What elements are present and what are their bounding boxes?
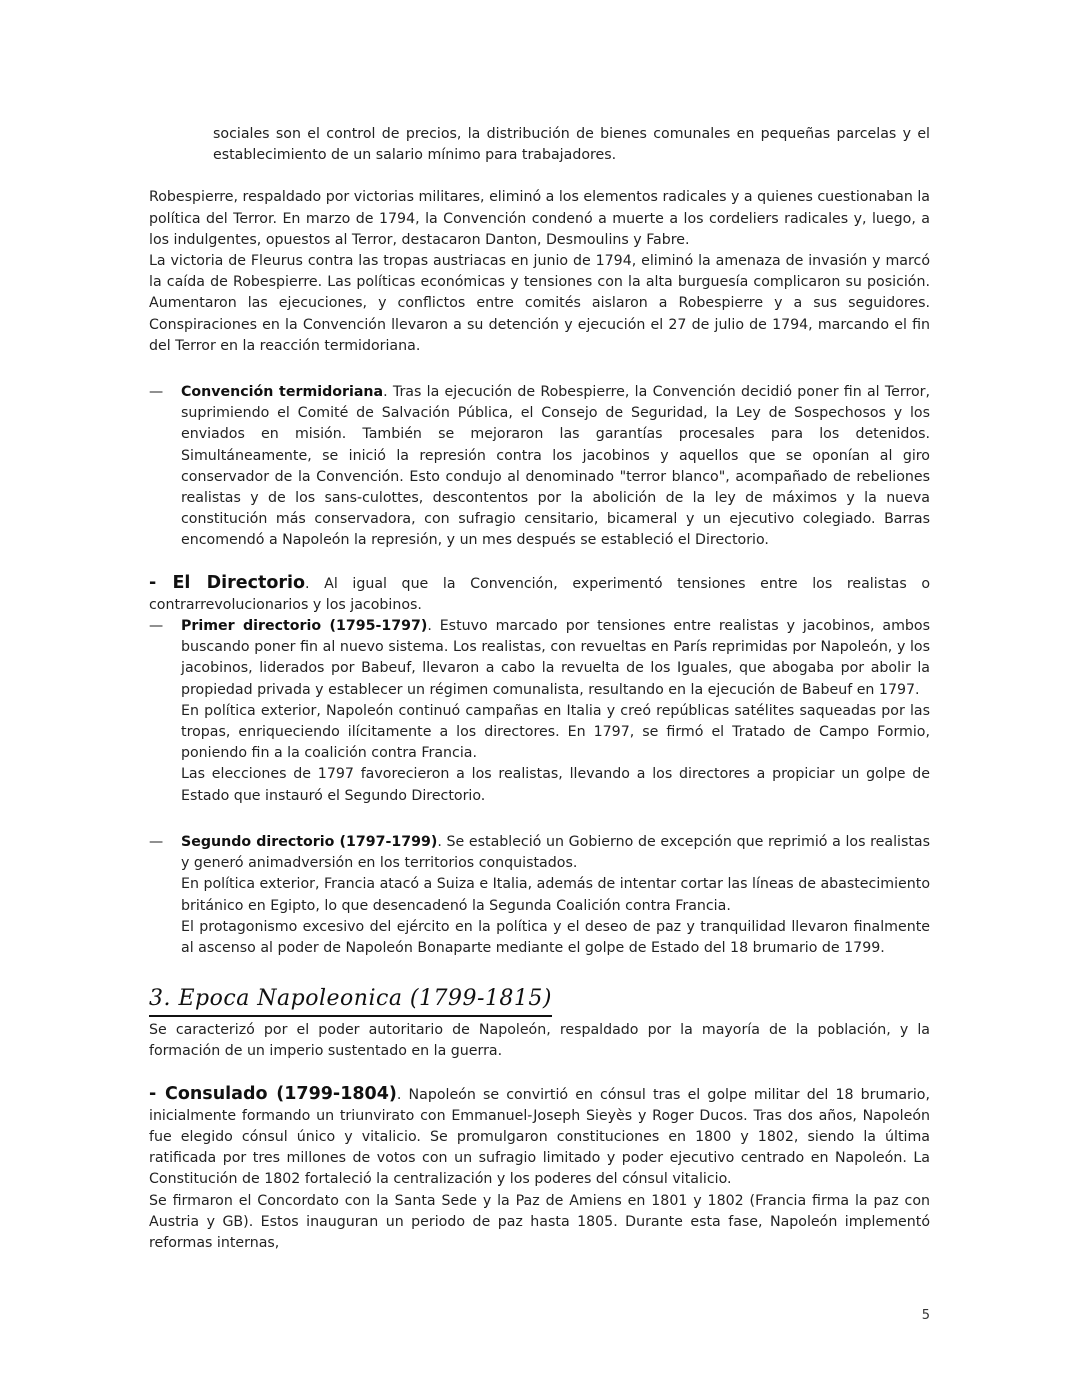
bullet-dash: — — [149, 833, 164, 850]
document-page — [149, 124, 930, 1254]
primer-directorio-title: Primer directorio (1795-1797) — [181, 618, 428, 635]
primer-directorio-bullet — [149, 616, 930, 807]
robespierre-paragraph-1: Robespierre, respaldado por victorias militares, eliminó a los elementos radicales y a quienes cuestionaban la política del Terror. En marzo de 1794, la Convención condenó a muerte a los cordeliers radicales y, luego, a los indulgentes, opuestos al Terror, destacaron Danton, Desmoulins y Fabre. — [149, 189, 931, 248]
bullet-dash: — — [149, 618, 164, 635]
termidoriana-text: . Tras la ejecución de Robespierre, la Convención decidió poner fin al Terror, suprimiendo el Comité de Salvación Pública, el Consejo de Seguridad, la Ley de Sospechosos y los enviados en misión. También se mejoraron las garantías procesales para los detenidos. Simultáneamente, se inició la represión contra los jacobinos y aquellos que se oponían al giro conservador de la Convención. Esto condujo al denominado "terror blanco", acompañado de rebeliones realistas y de los sans-culottes, descontentos por la abolición de la ley de máximos y la nueva constitución más conservadora, con sufragio censitario, bicameral y un ejecutivo colegiado. Barras encomendó a Napoleón la represión, y un mes después se estableció el Directorio. — [181, 384, 930, 549]
page-number: 5 — [921, 1308, 930, 1323]
robespierre-paragraph-2: La victoria de Fleurus contra las tropas austriacas en junio de 1794, eliminó la amenaza de invasión y marcó la caída de Robespierre. Las políticas económicas y tensiones con la alta burguesía complicaron su posición. Aumentaron las ejecuciones, y conflictos entre comités aislaron a Robespierre y a sus seguidores. Conspiraciones en la Convención llevaron a su detención y ejecución el 27 de julio de 1794, marcando el fin del Terror en la reacción termidoriana. — [149, 253, 930, 354]
consulado-text: . Napoleón se convirtió en cónsul tras el golpe militar del 18 brumario, inicialmente formando un triunvirato con Emmanuel-Joseph Sieyès y Roger Ducos. Tras dos años, Napoleón fue elegido cónsul único y vitalicio. Se promulgaron constituciones en 1800 y 1802, siendo la última ratificada por tres millones de votos con un sufragio limitado y poder ejecutivo centrado en Napoleón. La Constitución de 1802 fortaleció la centralización y los poderes del cónsul vitalicio. — [149, 1086, 930, 1188]
termidoriana-bullet — [149, 382, 930, 552]
primer-directorio-p2: En política exterior, Napoleón continuó campañas en Italia y creó repúblicas satélites saqueadas por las tropas, enriqueciendo ilícitamente a los directores. En 1797, se firmó el Tratado de Campo Formio, poniendo fin a la coalición contra Francia. — [181, 702, 930, 762]
segundo-directorio-text: . Se estableció un Gobierno de excepción que reprimió a los realistas y generó animadversión en los territorios conquistados. — [181, 833, 931, 872]
directorio-paragraph — [149, 573, 930, 616]
segundo-directorio-p2: En política exterior, Francia atacó a Suiza e Italia, además de intentar cortar las líneas de abastecimiento británico en Egipto, lo que desencadenó la Segunda Coalición contra Francia. — [181, 876, 930, 914]
section-3-heading: 3. Epoca Napoleonica (1799-1815) — [149, 984, 552, 1017]
segundo-directorio-title: Segundo directorio (1797-1799) — [181, 833, 438, 850]
section-3-intro: Se caracterizó por el poder autoritario de Napoleón, respaldado por la mayoría de la población, y la formación de un imperio sustentado en la guerra. — [149, 1022, 930, 1060]
segundo-directorio-p3: El protagonismo excesivo del ejército en la política y el deseo de paz y tranquilidad llevaron finalmente al ascenso al poder de Napoleón Bonaparte mediante el golpe de Estado del 18 brumario de 1799. — [181, 918, 930, 956]
primer-directorio-p3: Las elecciones de 1797 favorecieron a los realistas, llevando a los directores a propiciar un golpe de Estado que instauró el Segundo Directorio. — [181, 766, 930, 804]
segundo-directorio-bullet — [149, 832, 930, 959]
primer-directorio-text: . Estuvo marcado por tensiones entre realistas y jacobinos, ambos buscando poner fin al nuevo sistema. Los realistas, con revueltas en París reprimidas por Napoleón, y los jacobinos, liderados por Babeuf, llevaron a cabo la revuelta de los Iguales, que abogaba por abolir la propiedad privada y establecer un régimen comunalista, resultando en la ejecución de Babeuf en 1797. — [181, 618, 930, 698]
bullet-dash: — — [149, 384, 164, 401]
consulado-paragraph — [149, 1084, 930, 1191]
directorio-title: - El Directorio — [149, 572, 306, 593]
consulado-paragraph-2: Se firmaron el Concordato con la Santa Sede y la Paz de Amiens en 1801 y 1802 (Francia firma la paz con Austria y GB). Estos inauguran un periodo de paz hasta 1805. Durante esta fase, Napoleón implementó reformas internas, — [149, 1192, 930, 1251]
intro-continuation: sociales son el control de precios, la distribución de bienes comunales en pequeñas parcelas y el establecimiento de un salario mínimo para trabajadores. — [213, 126, 930, 164]
directorio-text: . Al igual que la Convención, experimentó tensiones entre los realistas o contrarrevolucionarios y los jacobinos. — [149, 575, 931, 613]
termidoriana-title: Convención termidoriana — [181, 384, 384, 401]
consulado-title: - Consulado (1799-1804) — [149, 1083, 397, 1104]
